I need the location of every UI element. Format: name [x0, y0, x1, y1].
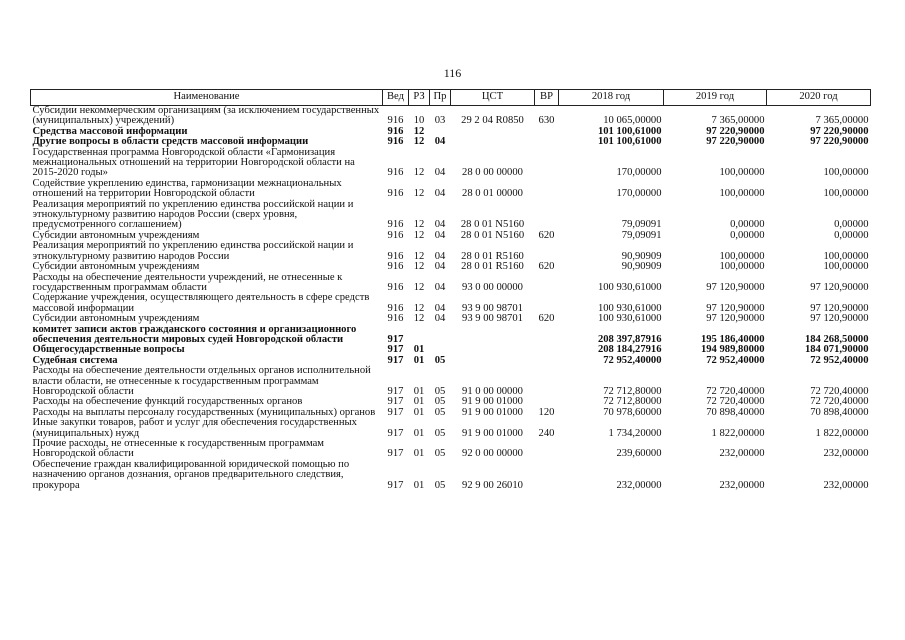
cell-ved: 916	[387, 167, 404, 179]
cell-name: Реализация мероприятий по укреплению единства российской нации и этнокультурному развитию народов России (сверх уровня, предусмотренного соглашением)	[32, 198, 354, 231]
cell-vr	[535, 356, 559, 366]
budget-table	[30, 89, 871, 491]
table-row	[31, 106, 871, 127]
cell-rz: 12	[413, 250, 425, 262]
cell-rz: 12	[413, 219, 425, 231]
cell-vr: 120	[538, 406, 555, 418]
cell-vr: 620	[538, 261, 555, 273]
cell-2020: 100,00000	[823, 250, 869, 262]
cell-2019: 194 989,80000	[700, 344, 765, 356]
cell-ved: 916	[387, 125, 404, 137]
cell-ved: 917	[387, 406, 404, 418]
cell-pr: 05	[434, 427, 446, 439]
cell-2018: 232,00000	[616, 479, 662, 491]
table-row	[31, 439, 871, 460]
cell-cst	[451, 127, 535, 137]
cell-vr	[535, 200, 559, 231]
cell-cst: 28 0 00 00000	[462, 167, 523, 179]
cell-name: Расходы на выплаты персоналу государственных (муниципальных) органов	[32, 406, 376, 418]
cell-2018: 90,90909	[621, 261, 662, 273]
table-row	[31, 366, 871, 397]
header-cst: ЦСТ	[451, 90, 535, 106]
cell-2019: 100,00000	[719, 261, 765, 273]
cell-rz: 01	[413, 406, 425, 418]
cell-pr: 05	[434, 385, 446, 397]
cell-ved: 916	[387, 219, 404, 231]
cell-2018: 101 100,61000	[597, 125, 662, 137]
cell-2020: 232,00000	[823, 448, 869, 460]
cell-name: Государственная программа Новгородской области «Гармонизация межнациональных отношений на территории Новгородской области на 2015-2020 годы»	[32, 146, 355, 179]
table-row	[31, 314, 871, 324]
cell-ved: 917	[387, 333, 404, 345]
cell-cst: 28 0 01 N5160	[460, 229, 525, 241]
cell-cst: 28 0 01 R5160	[461, 261, 524, 273]
cell-2018: 100 930,61000	[597, 302, 662, 314]
cell-rz: 12	[413, 188, 425, 200]
cell-2020: 97 220,90000	[810, 136, 869, 148]
cell-2020: 100,00000	[823, 167, 869, 179]
cell-cst: 29 2 04 R0850	[461, 115, 524, 127]
cell-name: Расходы на обеспечение функций государственных органов	[32, 396, 303, 408]
table-header-row	[31, 90, 871, 106]
cell-2020: 72 720,40000	[810, 385, 869, 397]
cell-2019: 72 720,40000	[706, 385, 765, 397]
table-body	[31, 106, 871, 492]
cell-name: Расходы на обеспечение деятельности отдельных органов исполнительной власти области, не отнесенные к государственным программам Новгородской области	[32, 365, 371, 397]
cell-name: Содержание учреждения, осуществляющего деятельность в сфере средств массовой информации	[32, 292, 370, 314]
cell-cst: 93 9 00 98701	[462, 313, 523, 325]
cell-rz: 12	[413, 136, 425, 148]
cell-vr	[535, 439, 559, 460]
cell-2018: 100 930,61000	[597, 313, 662, 325]
cell-name: Реализация мероприятий по укреплению единства российской нации и этнокультурному развитию народов России	[32, 240, 354, 262]
cell-name: Общегосударственные вопросы	[32, 344, 185, 356]
cell-rz: 12	[413, 167, 425, 179]
cell-cst: 28 0 01 N5160	[460, 219, 525, 231]
cell-ved: 917	[387, 354, 404, 366]
cell-rz: 12	[413, 261, 425, 273]
cell-2019: 72 952,40000	[706, 354, 765, 366]
cell-2018: 70 978,60000	[603, 406, 662, 418]
page-number: 116	[443, 66, 462, 80]
cell-cst	[451, 137, 535, 147]
cell-2020: 0,00000	[834, 219, 869, 231]
header-2019: 2019 год	[664, 90, 767, 106]
cell-2019: 97 220,90000	[706, 136, 765, 148]
cell-2018: 239,60000	[616, 448, 662, 460]
header-2020: 2020 год	[767, 90, 871, 106]
cell-vr	[535, 148, 559, 179]
cell-pr: 04	[434, 313, 446, 325]
cell-cst: 91 9 00 01000	[462, 427, 523, 439]
cell-pr: 04	[434, 250, 446, 262]
cell-cst: 93 9 00 98701	[462, 302, 523, 314]
header-rz: РЗ	[409, 90, 430, 106]
cell-ved: 917	[387, 479, 404, 491]
cell-rz: 12	[413, 313, 425, 325]
cell-2018: 1 734,20000	[608, 427, 662, 439]
cell-cst: 92 0 00 00000	[462, 448, 523, 460]
cell-pr: 05	[434, 406, 446, 418]
cell-2018: 72 952,40000	[603, 354, 662, 366]
cell-2018: 101 100,61000	[597, 136, 662, 148]
cell-2019: 97 120,90000	[706, 313, 765, 325]
cell-cst: 28 0 01 R5160	[461, 250, 524, 262]
cell-cst: 93 0 00 00000	[462, 281, 523, 293]
cell-name: Расходы на обеспечение деятельности учреждений, не отнесенные к государственным программам области	[32, 271, 343, 293]
cell-rz: 12	[413, 281, 425, 293]
cell-cst: 91 9 00 01000	[462, 396, 523, 408]
cell-name: Субсидии автономным учреждениям	[32, 261, 200, 273]
header-pr: Пр	[430, 90, 451, 106]
cell-2020: 97 120,90000	[810, 281, 869, 293]
cell-cst	[451, 356, 535, 366]
cell-ved: 916	[387, 313, 404, 325]
cell-pr: 04	[434, 281, 446, 293]
cell-2020: 72 720,40000	[810, 396, 869, 408]
cell-cst: 92 9 00 26010	[462, 479, 523, 491]
cell-name: Субсидии автономным учреждениям	[32, 313, 200, 325]
cell-vr: 240	[538, 427, 555, 439]
cell-vr	[535, 273, 559, 294]
table-row	[31, 325, 871, 346]
cell-2020: 0,00000	[834, 229, 869, 241]
cell-ved: 916	[387, 136, 404, 148]
cell-2018: 10 065,00000	[603, 115, 662, 127]
cell-vr	[535, 293, 559, 314]
cell-vr	[535, 127, 559, 137]
cell-cst: 28 0 01 00000	[462, 188, 523, 200]
cell-2019: 232,00000	[719, 479, 765, 491]
cell-rz: 12	[413, 302, 425, 314]
cell-2019: 100,00000	[719, 188, 765, 200]
cell-rz: 01	[413, 479, 425, 491]
table-row	[31, 273, 871, 294]
cell-name: Иные закупки товаров, работ и услуг для обеспечения государственных (муниципальных) нужд	[32, 417, 357, 439]
cell-2018: 100 930,61000	[597, 281, 662, 293]
cell-rz: 01	[413, 354, 425, 366]
cell-rz: 10	[413, 115, 425, 127]
cell-vr	[535, 325, 559, 346]
cell-2019: 72 720,40000	[706, 396, 765, 408]
cell-2019: 100,00000	[719, 250, 765, 262]
cell-ved: 917	[387, 396, 404, 408]
cell-pr: 04	[434, 261, 446, 273]
cell-cst: 91 0 00 00000	[462, 385, 523, 397]
cell-pr: 04	[434, 188, 446, 200]
cell-pr: 03	[434, 115, 446, 127]
cell-ved: 916	[387, 261, 404, 273]
cell-pr: 04	[434, 229, 446, 241]
cell-cst: 91 9 00 01000	[462, 406, 523, 418]
header-vr: ВР	[535, 90, 559, 106]
cell-2019: 0,00000	[730, 219, 765, 231]
cell-vr: 630	[538, 115, 555, 127]
table-row	[31, 293, 871, 314]
cell-2020: 97 120,90000	[810, 313, 869, 325]
cell-2020: 184 071,90000	[804, 344, 869, 356]
cell-2020: 1 822,00000	[815, 427, 869, 439]
table-row	[31, 200, 871, 231]
cell-rz: 12	[413, 229, 425, 241]
cell-2018: 79,09091	[621, 219, 662, 231]
cell-ved: 917	[387, 344, 404, 356]
cell-2018: 208 184,27916	[597, 344, 662, 356]
cell-pr: 05	[434, 396, 446, 408]
cell-rz: 01	[413, 396, 425, 408]
cell-2019: 100,00000	[719, 167, 765, 179]
cell-2020: 7 365,00000	[815, 115, 869, 127]
cell-ved: 916	[387, 302, 404, 314]
cell-2018: 72 712,80000	[603, 385, 662, 397]
cell-cst	[451, 345, 535, 355]
cell-name: Субсидии автономным учреждениям	[32, 229, 200, 241]
cell-vr	[535, 366, 559, 397]
cell-ved: 916	[387, 188, 404, 200]
table-row	[31, 262, 871, 272]
cell-2019: 0,00000	[730, 229, 765, 241]
table-row	[31, 241, 871, 262]
cell-ved: 917	[387, 427, 404, 439]
cell-ved: 917	[387, 385, 404, 397]
cell-name: Содействие укреплению единства, гармонизации межнациональных отношений на территории Новгородской области	[32, 177, 342, 200]
cell-name: Субсидии некоммерческим организациям (за исключением государственных (муниципальных) учреждений)	[32, 105, 380, 127]
cell-rz: 12	[413, 125, 425, 137]
cell-ved: 916	[387, 281, 404, 293]
cell-rz	[409, 325, 430, 346]
cell-pr: 05	[434, 479, 446, 491]
cell-cst	[451, 325, 535, 346]
cell-2018: 208 397,87916	[597, 333, 662, 345]
table-row	[31, 148, 871, 179]
cell-pr: 04	[434, 302, 446, 314]
cell-name: комитет записи актов гражданского состояния и организационного обеспечения деятельности мировых судей Новгородской области	[32, 323, 357, 345]
cell-rz: 01	[413, 427, 425, 439]
cell-name: Средства массовой информации	[32, 125, 188, 137]
cell-2020: 100,00000	[823, 261, 869, 273]
cell-name: Обеспечение граждан квалифицированной юридической помощью по назначению органов дознания, органов предварительного следствия, прокурора	[32, 458, 350, 491]
cell-2019: 195 186,40000	[700, 333, 765, 345]
cell-vr	[535, 345, 559, 355]
cell-pr	[430, 325, 451, 346]
cell-2020: 97 120,90000	[810, 302, 869, 314]
cell-2018: 72 712,80000	[603, 396, 662, 408]
header-name: Наименование	[31, 90, 383, 106]
header-2018: 2018 год	[559, 90, 664, 106]
cell-2020: 100,00000	[823, 188, 869, 200]
header-ved: Вед	[383, 90, 409, 106]
cell-2018: 79,09091	[621, 229, 662, 241]
cell-vr: 620	[538, 229, 555, 241]
cell-vr: 620	[538, 313, 555, 325]
cell-rz: 01	[413, 344, 425, 356]
cell-ved: 916	[387, 229, 404, 241]
cell-2019: 232,00000	[719, 448, 765, 460]
cell-ved: 916	[387, 250, 404, 262]
cell-2020: 70 898,40000	[810, 406, 869, 418]
cell-2020: 72 952,40000	[810, 354, 869, 366]
cell-name: Другие вопросы в области средств массовой информации	[32, 136, 309, 148]
cell-name: Прочие расходы, не отнесенные к государственным программам Новгородской области	[32, 438, 324, 460]
cell-pr: 04	[434, 136, 446, 148]
cell-rz: 01	[413, 385, 425, 397]
table-row	[31, 460, 871, 491]
table-row	[31, 418, 871, 439]
cell-pr: 04	[434, 219, 446, 231]
cell-2018: 170,00000	[616, 188, 662, 200]
cell-pr: 05	[434, 448, 446, 460]
cell-pr: 04	[434, 167, 446, 179]
cell-2020: 97 220,90000	[810, 125, 869, 137]
cell-2018: 170,00000	[616, 167, 662, 179]
cell-vr	[535, 460, 559, 491]
cell-2019: 70 898,40000	[706, 406, 765, 418]
table-row	[31, 179, 871, 200]
cell-vr	[535, 179, 559, 200]
cell-2019: 7 365,00000	[711, 115, 765, 127]
cell-vr	[535, 241, 559, 262]
cell-2020: 232,00000	[823, 479, 869, 491]
cell-2018: 90,90909	[621, 250, 662, 262]
cell-2020: 184 268,50000	[804, 333, 869, 345]
cell-vr	[535, 137, 559, 147]
cell-2019: 1 822,00000	[711, 427, 765, 439]
cell-2019: 97 120,90000	[706, 281, 765, 293]
cell-2019: 97 220,90000	[706, 125, 765, 137]
cell-ved: 917	[387, 448, 404, 460]
cell-ved: 916	[387, 115, 404, 127]
cell-pr: 05	[434, 354, 446, 366]
cell-name: Судебная система	[32, 354, 118, 366]
cell-2019: 97 120,90000	[706, 302, 765, 314]
cell-rz: 01	[413, 448, 425, 460]
